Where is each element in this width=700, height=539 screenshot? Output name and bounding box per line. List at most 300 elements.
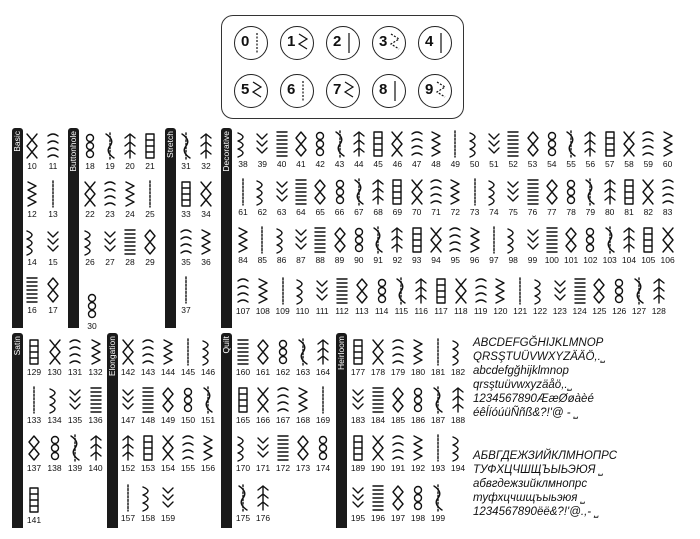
quick-stitch-panel: [221, 15, 464, 119]
stitch-cell[interactable]: [390, 386, 406, 425]
stitch-cell[interactable]: [410, 386, 426, 425]
stitch-number: 86: [276, 255, 287, 265]
stitch-cell[interactable]: [492, 277, 508, 316]
stitch-cell[interactable]: [410, 338, 426, 377]
stitch-cell[interactable]: [563, 226, 579, 265]
stitch-number: 68: [373, 207, 383, 217]
stitch-cell[interactable]: [26, 338, 42, 377]
stitch-cell[interactable]: [582, 130, 598, 169]
stitch-cell[interactable]: [102, 180, 118, 219]
stitch-cell[interactable]: [332, 130, 348, 169]
stitch-cell[interactable]: [26, 386, 42, 425]
stitch-cell[interactable]: [525, 226, 541, 265]
stitch-cell[interactable]: [430, 484, 446, 523]
quick-stitch-icon: [343, 31, 355, 55]
stitch-cell[interactable]: [312, 130, 328, 169]
stitch-cell[interactable]: [428, 226, 444, 265]
stitch-cell[interactable]: [447, 226, 463, 265]
stitch-number: 199: [430, 513, 446, 523]
stitch-cell[interactable]: [370, 484, 386, 523]
stitch-cell[interactable]: [140, 386, 156, 425]
stitch-cell[interactable]: [142, 228, 158, 267]
stitch-cell[interactable]: [370, 226, 386, 265]
stitch-pictogram-icon: [506, 178, 520, 206]
stitch-cell[interactable]: [350, 338, 366, 377]
quick-stitch-button[interactable]: [372, 74, 406, 108]
stitch-pictogram-icon: [68, 338, 82, 366]
stitch-cell[interactable]: [660, 226, 676, 265]
stitch-cell[interactable]: [82, 132, 98, 171]
stitch-cell[interactable]: [26, 486, 42, 525]
stitch-pictogram-icon: [545, 178, 559, 206]
stitch-cell[interactable]: [275, 434, 291, 473]
stitch-number: 162: [275, 367, 291, 377]
stitch-cell[interactable]: [450, 434, 466, 473]
stitch-cell[interactable]: [660, 178, 676, 217]
stitch-cell[interactable]: [120, 434, 136, 473]
stitch-number: 198: [410, 513, 426, 523]
quick-stitch-button[interactable]: [234, 26, 268, 60]
stitch-number: 107: [235, 306, 251, 316]
stitch-cell[interactable]: [370, 434, 386, 473]
stitch-cell[interactable]: [430, 386, 446, 425]
stitch-cell[interactable]: [235, 226, 251, 265]
stitch-number: 159: [160, 513, 176, 523]
quick-stitch-button[interactable]: [372, 26, 406, 60]
quick-stitch-button[interactable]: [280, 26, 314, 60]
stitch-pictogram-icon: [276, 434, 290, 462]
stitch-cell[interactable]: [274, 226, 290, 265]
stitch-pictogram-icon: [255, 226, 269, 254]
stitch-cell[interactable]: [47, 338, 63, 377]
stitch-cell[interactable]: [235, 434, 251, 473]
stitch-number: 59: [643, 159, 654, 169]
stitch-cell[interactable]: [631, 277, 647, 316]
stitch-cell[interactable]: [235, 178, 251, 217]
stitch-cell[interactable]: [67, 434, 83, 473]
stitch-pictogram-icon: [199, 132, 213, 160]
stitch-cell[interactable]: [180, 338, 196, 377]
stitch-cell[interactable]: [374, 277, 390, 316]
stitch-cell[interactable]: [505, 130, 521, 169]
stitch-cell[interactable]: [447, 130, 463, 169]
stitch-cell[interactable]: [255, 386, 271, 425]
stitch-number: 18: [85, 161, 95, 171]
stitch-number: 138: [47, 463, 62, 473]
stitch-number: 172: [275, 463, 291, 473]
stitch-number: 99: [527, 255, 538, 265]
stitch-pictogram-icon: [83, 180, 97, 208]
stitch-pictogram-icon: [199, 228, 213, 256]
stitch-number: 80: [604, 207, 615, 217]
stitch-pictogram-icon: [179, 132, 193, 160]
stitch-pictogram-icon: [48, 338, 62, 366]
stitch-cell[interactable]: [235, 277, 251, 316]
stitch-cell[interactable]: [640, 226, 656, 265]
stitch-cell[interactable]: [563, 178, 579, 217]
stitch-cell[interactable]: [370, 386, 386, 425]
stitch-cell[interactable]: [390, 484, 406, 523]
stitch-pictogram-icon: [448, 178, 462, 206]
stitch-cell[interactable]: [200, 434, 216, 473]
stitch-cell[interactable]: [660, 130, 676, 169]
stitch-cell[interactable]: [602, 178, 618, 217]
stitch-cell[interactable]: [24, 132, 40, 171]
stitch-number: 145: [180, 367, 196, 377]
stitch-number: 155: [180, 463, 196, 473]
stitch-pictogram-icon: [161, 338, 175, 366]
stitch-cell[interactable]: [621, 178, 637, 217]
stitch-number: 21: [145, 161, 155, 171]
stitch-cell[interactable]: [389, 130, 405, 169]
stitch-cell[interactable]: [178, 228, 194, 267]
quick-stitch-button[interactable]: [418, 74, 452, 108]
stitch-number: 135: [67, 415, 83, 425]
stitch-number: 106: [660, 255, 675, 265]
stitch-cell[interactable]: [26, 434, 42, 473]
stitch-cell[interactable]: [295, 434, 311, 473]
stitch-pictogram-icon: [468, 130, 482, 158]
stitch-cell[interactable]: [544, 226, 560, 265]
stitch-pictogram-icon: [448, 226, 462, 254]
stitch-cell[interactable]: [160, 338, 176, 377]
stitch-pictogram-icon: [545, 130, 559, 158]
stitch-cell[interactable]: [24, 276, 40, 315]
stitch-cell[interactable]: [293, 178, 309, 217]
quick-stitch-button[interactable]: [234, 74, 268, 108]
stitch-number: 117: [434, 306, 448, 316]
stitch-cell[interactable]: [467, 130, 483, 169]
stitch-cell[interactable]: [82, 180, 98, 219]
stitch-number: 67: [354, 207, 364, 217]
stitch-cell[interactable]: [88, 386, 104, 425]
stitch-cell[interactable]: [88, 338, 104, 377]
stitch-cell[interactable]: [295, 338, 311, 377]
stitch-cell[interactable]: [525, 130, 541, 169]
stitch-cell[interactable]: [122, 228, 138, 267]
stitch-pictogram-icon: [89, 386, 103, 414]
stitch-cell[interactable]: [47, 386, 63, 425]
stitch-cell[interactable]: [370, 338, 386, 377]
stitch-pictogram-icon: [294, 130, 308, 158]
quick-stitch-number: 5: [241, 81, 250, 98]
stitch-cell[interactable]: [255, 277, 271, 316]
stitch-cell[interactable]: [84, 292, 100, 331]
stitch-cell[interactable]: [255, 338, 271, 377]
stitch-cell[interactable]: [350, 386, 366, 425]
stitch-cell[interactable]: [390, 434, 406, 473]
stitch-pictogram-icon: [661, 226, 675, 254]
stitch-pictogram-icon: [390, 130, 404, 158]
stitch-cell[interactable]: [275, 277, 291, 316]
stitch-cell[interactable]: [582, 226, 598, 265]
stitch-cell[interactable]: [334, 277, 350, 316]
stitch-cell[interactable]: [544, 130, 560, 169]
stitch-pictogram-icon: [201, 338, 215, 366]
stitch-cell[interactable]: [389, 178, 405, 217]
stitch-cell[interactable]: [178, 180, 194, 219]
stitch-number: 185: [390, 415, 406, 425]
stitch-cell[interactable]: [410, 434, 426, 473]
stitch-cell[interactable]: [67, 338, 83, 377]
stitch-pictogram-icon: [533, 277, 547, 305]
stitch-cell[interactable]: [294, 277, 310, 316]
stitch-cell[interactable]: [88, 434, 104, 473]
stitch-cell[interactable]: [315, 434, 331, 473]
stitch-cell[interactable]: [235, 130, 251, 169]
stitch-cell[interactable]: [413, 277, 429, 316]
stitch-cell[interactable]: [274, 130, 290, 169]
stitch-cell[interactable]: [45, 180, 61, 219]
stitch-cell[interactable]: [45, 228, 61, 267]
stitch-cell[interactable]: [611, 277, 627, 316]
stitch-cell[interactable]: [447, 178, 463, 217]
stitch-cell[interactable]: [433, 277, 449, 316]
stitch-cell[interactable]: [293, 226, 309, 265]
stitch-number: 97: [489, 255, 499, 265]
stitch-cell[interactable]: [467, 226, 483, 265]
stitch-cell[interactable]: [591, 277, 607, 316]
quick-stitch-button[interactable]: [326, 74, 360, 108]
stitch-number: 163: [295, 367, 311, 377]
stitch-cell[interactable]: [505, 178, 521, 217]
stitch-pictogram-icon: [564, 130, 578, 158]
stitch-cell[interactable]: [430, 434, 446, 473]
stitch-pictogram-icon: [414, 277, 428, 305]
stitch-number: 48: [431, 159, 441, 169]
stitch-cell[interactable]: [275, 386, 291, 425]
stitch-cell[interactable]: [45, 132, 61, 171]
stitch-cell[interactable]: [82, 228, 98, 267]
stitch-cell[interactable]: [389, 226, 405, 265]
stitch-cell[interactable]: [120, 484, 136, 523]
stitch-number: 160: [235, 367, 251, 377]
stitch-number: 88: [315, 255, 325, 265]
stitch-cell[interactable]: [602, 226, 618, 265]
stitch-pictogram-icon: [583, 226, 597, 254]
stitch-cell[interactable]: [198, 228, 214, 267]
stitch-cell[interactable]: [351, 226, 367, 265]
stitch-pictogram-icon: [143, 228, 157, 256]
stitch-number: 40: [276, 159, 287, 169]
stitch-cell[interactable]: [450, 386, 466, 425]
stitch-number: 120: [493, 306, 508, 316]
stitch-pictogram-icon: [429, 130, 443, 158]
stitch-cell[interactable]: [428, 178, 444, 217]
stitch-number: 84: [238, 255, 248, 265]
stitch-cell[interactable]: [160, 484, 176, 523]
stitch-cell[interactable]: [430, 338, 446, 377]
stitch-cell[interactable]: [473, 277, 489, 316]
stitch-cell[interactable]: [178, 276, 194, 315]
stitch-cell[interactable]: [332, 178, 348, 217]
stitch-cell[interactable]: [563, 130, 579, 169]
stitch-number: 95: [450, 255, 461, 265]
stitch-cell[interactable]: [315, 386, 331, 425]
stitch-pictogram-icon: [410, 178, 424, 206]
stitch-cell[interactable]: [312, 226, 328, 265]
stitch-cell[interactable]: [467, 178, 483, 217]
stitch-cell[interactable]: [160, 434, 176, 473]
stitch-pictogram-icon: [313, 226, 327, 254]
stitch-cell[interactable]: [67, 386, 83, 425]
stitch-cell[interactable]: [428, 130, 444, 169]
stitch-cell[interactable]: [390, 338, 406, 377]
stitch-cell[interactable]: [314, 277, 330, 316]
stitch-pictogram-icon: [123, 132, 137, 160]
stitch-pictogram-icon: [179, 276, 193, 304]
stitch-cell[interactable]: [370, 130, 386, 169]
stitch-cell[interactable]: [350, 434, 366, 473]
stitch-cell[interactable]: [393, 277, 409, 316]
stitch-number: 149: [160, 415, 176, 425]
stitch-cell[interactable]: [525, 178, 541, 217]
stitch-number: 11: [48, 161, 58, 171]
stitch-cell[interactable]: [354, 277, 370, 316]
stitch-cell[interactable]: [235, 484, 251, 523]
stitch-cell[interactable]: [295, 386, 311, 425]
stitch-cell[interactable]: [254, 226, 270, 265]
stitch-pictogram-icon: [431, 386, 445, 414]
stitch-cell[interactable]: [160, 386, 176, 425]
stitch-number: 183: [350, 415, 366, 425]
stitch-number: 110: [295, 306, 310, 316]
stitch-cell[interactable]: [409, 226, 425, 265]
stitch-cell[interactable]: [640, 178, 656, 217]
stitch-cell[interactable]: [350, 484, 366, 523]
stitch-cell[interactable]: [453, 277, 469, 316]
stitch-cell[interactable]: [235, 338, 251, 377]
stitch-cell[interactable]: [651, 277, 667, 316]
stitch-cell[interactable]: [332, 226, 348, 265]
stitch-pictogram-icon: [25, 132, 39, 160]
stitch-pictogram-icon: [313, 178, 327, 206]
stitch-cell[interactable]: [293, 130, 309, 169]
stitch-number: 44: [354, 159, 364, 169]
stitch-cell[interactable]: [178, 132, 194, 171]
alphabet-line: qrsştuüvwxyzäåö,.⎵: [473, 379, 573, 391]
stitch-cell[interactable]: [274, 178, 290, 217]
stitch-number: 126: [612, 306, 627, 316]
stitch-cell[interactable]: [312, 178, 328, 217]
stitch-number: 43: [334, 159, 345, 169]
stitch-cell[interactable]: [254, 178, 270, 217]
quick-stitch-button[interactable]: [326, 26, 360, 60]
stitch-cell[interactable]: [120, 386, 136, 425]
stitch-cell[interactable]: [198, 180, 214, 219]
quick-stitch-number: 1: [287, 33, 296, 50]
stitch-pictogram-icon: [276, 338, 290, 366]
quick-stitch-button[interactable]: [280, 74, 314, 108]
stitch-cell[interactable]: [140, 434, 156, 473]
stitch-pictogram-icon: [411, 434, 425, 462]
stitch-cell[interactable]: [505, 226, 521, 265]
stitch-number: 61: [238, 207, 248, 217]
stitch-cell[interactable]: [200, 338, 216, 377]
stitch-cell[interactable]: [512, 277, 528, 316]
quick-stitch-icon: [435, 31, 447, 55]
stitch-pictogram-icon: [454, 277, 468, 305]
stitch-number: 192: [410, 463, 426, 473]
stitch-number: 180: [410, 367, 426, 377]
stitch-cell[interactable]: [102, 228, 118, 267]
stitch-number: 139: [67, 463, 83, 473]
stitch-cell[interactable]: [47, 434, 63, 473]
stitch-number: 65: [315, 207, 325, 217]
stitch-cell[interactable]: [621, 226, 637, 265]
stitch-cell[interactable]: [409, 130, 425, 169]
stitch-cell[interactable]: [45, 276, 61, 315]
stitch-cell[interactable]: [200, 386, 216, 425]
stitch-pictogram-icon: [468, 178, 482, 206]
stitch-cell[interactable]: [255, 484, 271, 523]
stitch-cell[interactable]: [140, 484, 156, 523]
stitch-cell[interactable]: [370, 178, 386, 217]
alphabet-line: 1234567890ёë&?!'@.,- ⎵: [473, 506, 599, 518]
stitch-cell[interactable]: [410, 484, 426, 523]
stitch-cell[interactable]: [102, 132, 118, 171]
stitch-number: 26: [85, 257, 95, 267]
stitch-cell[interactable]: [255, 434, 271, 473]
stitch-cell[interactable]: [486, 178, 502, 217]
stitch-number: 24: [125, 209, 135, 219]
stitch-number: 81: [624, 207, 634, 217]
stitch-pictogram-icon: [411, 484, 425, 512]
stitch-cell[interactable]: [602, 130, 618, 169]
stitch-cell[interactable]: [552, 277, 568, 316]
stitch-pictogram-icon: [431, 434, 445, 462]
alphabet-line: АБВГДЕЖЗИЙКЛМНОПРС: [473, 450, 618, 462]
stitch-number: 34: [201, 209, 211, 219]
stitch-cell[interactable]: [315, 338, 331, 377]
stitch-cell[interactable]: [24, 228, 40, 267]
stitch-number: 128: [651, 306, 666, 316]
stitch-cell[interactable]: [640, 130, 656, 169]
stitch-number: 58: [624, 159, 634, 169]
stitch-cell[interactable]: [572, 277, 588, 316]
stitch-cell[interactable]: [621, 130, 637, 169]
quick-stitch-button[interactable]: [418, 26, 452, 60]
stitch-cell[interactable]: [235, 386, 251, 425]
stitch-cell[interactable]: [351, 178, 367, 217]
stitch-cell[interactable]: [486, 130, 502, 169]
stitch-number: 173: [295, 463, 311, 473]
stitch-cell[interactable]: [254, 130, 270, 169]
stitch-number: 164: [315, 367, 331, 377]
stitch-cell[interactable]: [409, 178, 425, 217]
stitch-cell[interactable]: [122, 180, 138, 219]
stitch-cell[interactable]: [582, 178, 598, 217]
stitch-cell[interactable]: [180, 434, 196, 473]
stitch-cell[interactable]: [532, 277, 548, 316]
stitch-cell[interactable]: [140, 338, 156, 377]
stitch-cell[interactable]: [122, 132, 138, 171]
stitch-cell[interactable]: [450, 338, 466, 377]
quick-stitch-icon: [297, 31, 309, 55]
stitch-cell[interactable]: [544, 178, 560, 217]
stitch-cell[interactable]: [24, 180, 40, 219]
stitch-cell[interactable]: [180, 386, 196, 425]
stitch-cell[interactable]: [142, 132, 158, 171]
stitch-cell[interactable]: [351, 130, 367, 169]
stitch-pictogram-icon: [179, 180, 193, 208]
stitch-cell[interactable]: [142, 180, 158, 219]
stitch-cell[interactable]: [198, 132, 214, 171]
stitch-cell[interactable]: [275, 338, 291, 377]
stitch-cell[interactable]: [120, 338, 136, 377]
stitch-pictogram-icon: [451, 386, 465, 414]
stitch-cell[interactable]: [486, 226, 502, 265]
